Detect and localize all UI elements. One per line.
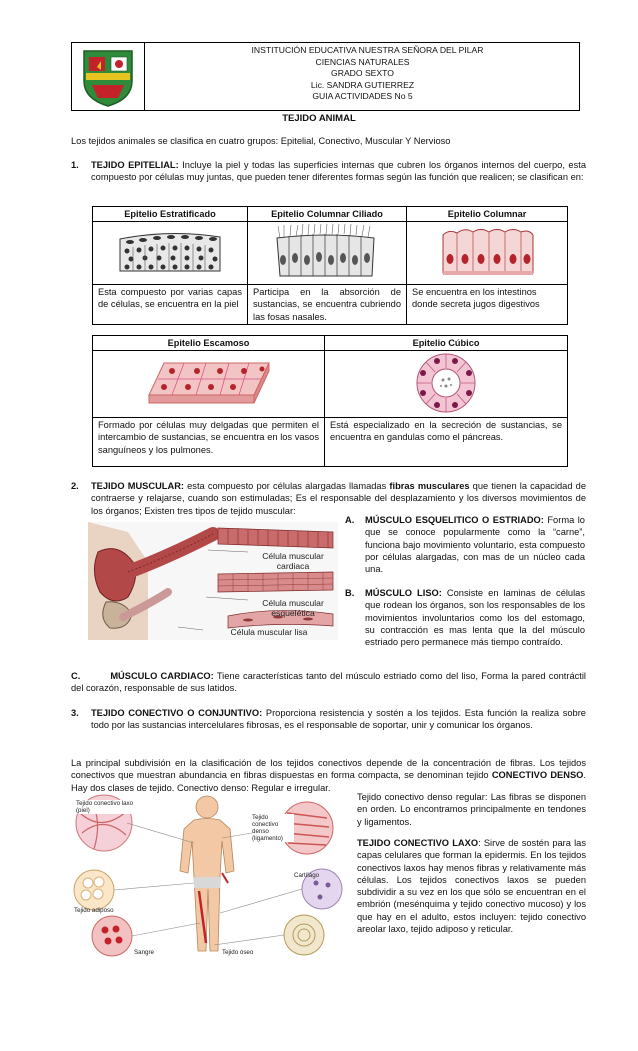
subject-name: CIENCIAS NATURALES bbox=[315, 56, 410, 67]
institution-name: INSTITUCIÓN EDUCATIVA NUESTRA SEÑORA DEL PILAR bbox=[251, 45, 484, 55]
school-logo-cell bbox=[72, 43, 145, 110]
document-header bbox=[71, 42, 580, 111]
item-letter: C. bbox=[71, 671, 81, 681]
item-letter: A. bbox=[345, 515, 355, 525]
item-text: Consiste en laminas de células que rodean los órganos, son los responsables de los movimientos involuntarios como los del estomago, su contracción es mas lenta que la del músculo estriado pero permanece más tiempo contraído. bbox=[365, 588, 585, 648]
item-letter: B. bbox=[345, 588, 355, 598]
figure-label: Sangre bbox=[134, 949, 154, 956]
section-heading: TEJIDO CONECTIVO O CONJUNTIVO: bbox=[91, 708, 263, 718]
table-cell: Esta compuesto por varias capas de células, se encuentra en la piel bbox=[93, 285, 248, 325]
muscle-type-a bbox=[345, 514, 585, 575]
page-title: TEJIDO ANIMAL bbox=[282, 113, 356, 124]
section-muscular bbox=[71, 480, 586, 517]
image-cell bbox=[248, 222, 407, 285]
table-header: Epitelio Columnar bbox=[407, 207, 568, 222]
table-header: Epitelio Columnar Ciliado bbox=[248, 207, 407, 222]
section-text: esta compuesto por células alargadas llamadas bbox=[187, 481, 387, 491]
table-cell: Formado por células muy delgadas que permiten el intercambio de sustancias, se encuentra en los vasos sanguíneos y los pulmones. bbox=[93, 418, 325, 467]
image-cell bbox=[325, 351, 568, 418]
squamous-epithelium-image bbox=[144, 355, 274, 410]
figure-label: Célula muscular lisa bbox=[230, 627, 308, 637]
item-text: Forma lo que se conoce popularmente como la “carne”, funciona bajo movimiento voluntario, esta compuesto por células alargadas, con mas de un núcleo cada una. bbox=[365, 515, 585, 575]
section-bold-term: fibras musculares bbox=[389, 481, 470, 491]
figure-label: Célula muscular esquelética bbox=[262, 598, 324, 618]
teacher-name: Lic. SANDRA GUTIERREZ bbox=[310, 79, 415, 90]
grade-name: GRADO SEXTO bbox=[331, 68, 394, 78]
image-cell bbox=[407, 222, 568, 285]
table-cell: Participa en la absorción de sustancias, se encuentra cubriendo las fosas nasales. bbox=[248, 285, 407, 325]
figure-label: Tejido conectivo denso (ligamento) bbox=[252, 814, 294, 842]
figure-label: Tejido adiposo bbox=[74, 907, 114, 914]
paragraph-bold-term: CONECTIVO DENSO bbox=[491, 770, 584, 781]
guide-name: GUIA ACTIVIDADES No 5 bbox=[312, 91, 413, 101]
paragraph-text: La principal subdivisión en la clasificación de los tejidos conectivos depende de la concentración de fibras. Los tejidos conectivos que muestran abundancia en fibras dispuestas en forma compacta, se denominan tejido bbox=[71, 758, 586, 781]
section-number: 3. bbox=[71, 708, 79, 718]
section-epitelial bbox=[71, 159, 586, 184]
image-cell bbox=[93, 222, 248, 285]
cuboidal-epithelium-image bbox=[413, 352, 479, 414]
ciliated-columnar-epithelium-image bbox=[272, 224, 382, 280]
item-heading: MÚSCULO CARDIACO: bbox=[110, 671, 214, 681]
figure-label: Célula muscular cardiaca bbox=[262, 551, 324, 571]
section-text: Incluye la piel y todas las superficies internas que cubren los órganos internos del cuerpo, esta compuesto por células muy juntas, que pueden tener diferentes formas según las función que realicen; se clasifican en: bbox=[91, 160, 586, 183]
item-text: Tiene características tanto del músculo estriado como del liso, Forma la pared contráctil del corazón, responsable de sus latidos. bbox=[71, 671, 586, 694]
intro-text: Los tejidos animales se clasifica en cuatro grupos: Epitelial, Conectivo, Muscular Y Nervioso bbox=[71, 136, 451, 146]
section-text: Proporciona resistencia y sostén a los tejidos. Esta función la realiza sobre todo por las sustancias intercelulares fibrosas, es el responsable de soportar, unir y comunicar los órganos. bbox=[91, 708, 586, 731]
table-cell: Está especializado en la secreción de sustancias, se encuentra en gandulas como el páncreas. bbox=[325, 418, 568, 467]
section-text: que tienen la capacidad de contraerse y relajarse, cuando son estimuladas; Es el responsable del desplazamiento y los diversos movimientos de los órganos; Existen tres tipos de tejido muscular: bbox=[91, 481, 586, 516]
table-header: Epitelio Escamoso bbox=[93, 336, 325, 351]
muscle-types-image bbox=[88, 522, 338, 640]
table-cell: Se encuentra en los intestinos donde secreta jugos digestivos bbox=[407, 285, 568, 325]
muscle-type-c bbox=[71, 670, 586, 695]
item-heading: MÚSCULO LISO: bbox=[365, 588, 442, 598]
epitelio-table-2 bbox=[92, 335, 568, 467]
stratified-epithelium-image bbox=[115, 227, 225, 277]
table-header: Epitelio Estratificado bbox=[93, 207, 248, 222]
school-logo-icon bbox=[72, 43, 144, 110]
columnar-epithelium-image bbox=[437, 225, 537, 279]
laxo-body: : Sirve de sostén para las capas celulares que forman la epidermis. En los tejidos conectivos laxos hay menos fibras y relativamente más células. Los tejidos conectivos laxos se pueden subdividir a su vez en los que sólo se encuentran en el embrión (mesénquima y tejido conectivo mucoso) y los que hay en el adulto, estos incluyen: tejido conectivo areolar laxo, tejido adiposo y reticular. bbox=[357, 838, 587, 934]
figure-label: Cartílago bbox=[294, 872, 320, 879]
muscle-figure bbox=[88, 522, 338, 640]
table-header: Epitelio Cúbico bbox=[325, 336, 568, 351]
section-conectivo bbox=[71, 707, 586, 732]
laxo-heading: TEJIDO CONECTIVO LAXO bbox=[357, 838, 479, 848]
image-cell bbox=[93, 351, 325, 418]
connective-figure bbox=[72, 793, 344, 959]
figure-label: Tejido óseo bbox=[222, 949, 254, 956]
header-text bbox=[146, 45, 579, 103]
section-heading: TEJIDO EPITELIAL: bbox=[91, 160, 179, 170]
paragraph-text: . Hay dos clases de tejido. Conectivo denso: Regular e irregular. bbox=[71, 770, 586, 793]
section-heading: TEJIDO MUSCULAR: bbox=[91, 481, 184, 491]
denso-regular-text: Tejido conectivo denso regular: Las fibras se disponen en orden. Lo encontramos principalmente en tendones y ligamentos. bbox=[357, 792, 586, 827]
item-heading: MÚSCULO ESQUELITICO O ESTRIADO: bbox=[365, 515, 544, 525]
epitelio-table-1 bbox=[92, 206, 568, 325]
laxo-text bbox=[357, 837, 586, 935]
muscle-type-b bbox=[345, 587, 585, 648]
conectivo-paragraph bbox=[71, 757, 586, 794]
section-number: 1. bbox=[71, 160, 79, 170]
figure-label: Tejido conectivo laxo (piel) bbox=[76, 800, 146, 814]
section-number: 2. bbox=[71, 481, 79, 491]
